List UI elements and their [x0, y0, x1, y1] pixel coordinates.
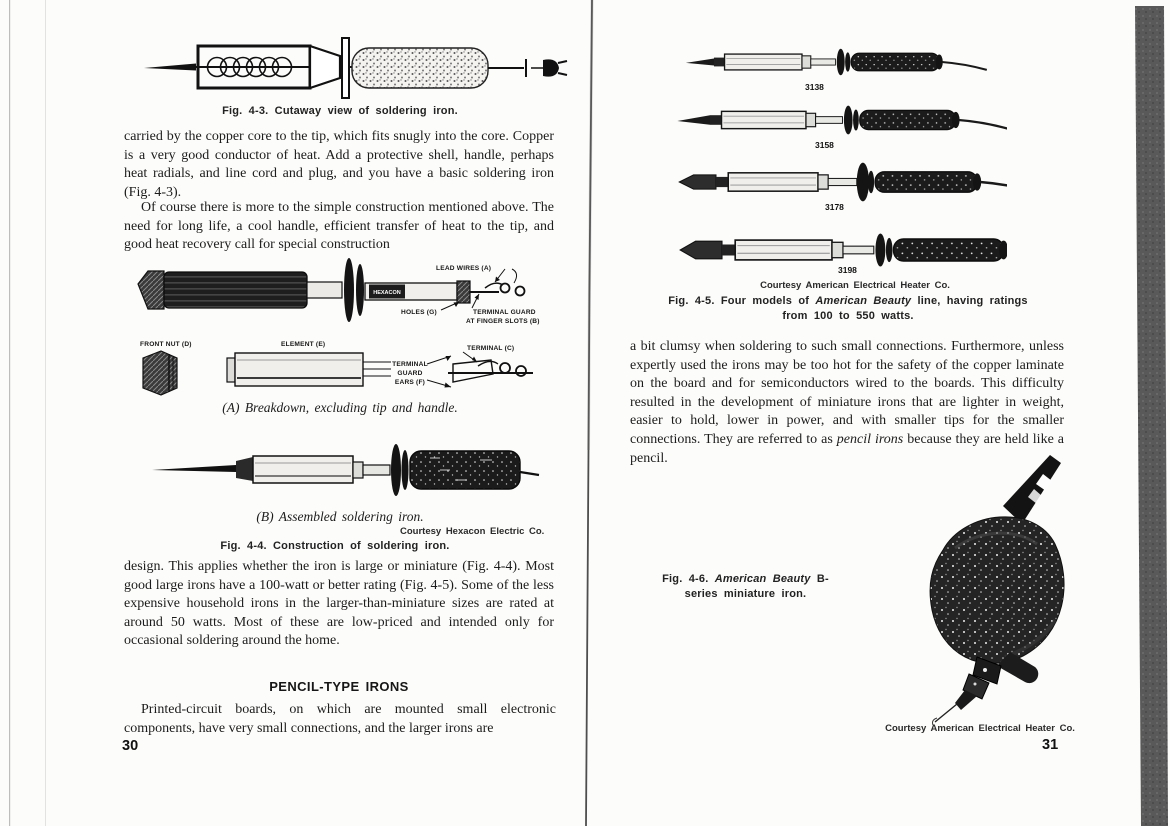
fig-4-6-caption	[648, 572, 843, 602]
fig-4-6-caption-italic: American Beauty	[714, 573, 811, 585]
fig-4-5-caption	[668, 294, 1028, 324]
fig-4-4b-assembled-illustration	[140, 432, 540, 510]
fig-4-5-caption-text: Fig. 4-5. Four models of	[668, 295, 816, 307]
iron-3198	[680, 234, 1007, 267]
model-number-3138: 3138	[805, 82, 824, 92]
page-edge-line-outer	[9, 0, 10, 826]
fig-4-6-caption-text: Fig. 4-6.	[662, 573, 715, 585]
fig-4-6-hand-illustration	[885, 452, 1110, 727]
paragraph-3: design. This applies whether the iron is large or miniature (Fig. 4-4). Most good large irons have a 100-watt or better rating (Fig. 4-5). Some of the less expensive household irons in the larger-than-miniature sizes are rated at around 50 watts. Most of these are low-priced and intended only for occasional soldering around the home.	[124, 559, 554, 649]
paragraph-right-1-text: a bit clumsy when soldering to such small connections. Furthermore, unless expertly used the irons may be too hot for the safety of the copper laminate on the board and for semiconductors wired to the boards. This difficulty resulted in the development of miniature irons that are lighter in weight, easier to hold, lower in power, and with smaller tips for the smaller connections. They are referred to as	[630, 339, 1064, 447]
model-number-3158: 3158	[815, 140, 834, 150]
fig-4-4a-breakdown-illustration	[133, 256, 558, 398]
label-guard-ears-line2: GUARD	[397, 370, 423, 377]
label-guard-ears-line1: TERMINAL	[392, 361, 428, 368]
fig-4-3-cutaway-illustration	[138, 30, 568, 106]
section-heading-pencil-type-irons: PENCIL-TYPE IRONS	[269, 679, 409, 694]
model-number-3178: 3178	[825, 202, 844, 212]
label-lead-wires: LEAD WIRES (A)	[436, 265, 492, 272]
paragraph-2: Of course there is more to the simple construction mentioned above. The need for long life, a cool handle, efficient transfer of heat to the tip, and good heat recovery call for special construction	[124, 200, 554, 253]
fig-4-4-courtesy: Courtesy Hexacon Electric Co.	[400, 526, 545, 537]
model-number-3198: 3198	[838, 265, 857, 275]
fig-4-5-irons-illustration	[672, 32, 1007, 277]
fig-4-3-caption: Fig. 4-3. Cutaway view of soldering iron.	[222, 105, 458, 117]
fig-4-4b-caption: (B) Assembled soldering iron.	[256, 509, 424, 524]
paragraph-right-1-text-2: because they are held like a pencil.	[630, 431, 1064, 466]
label-front-nut: FRONT NUT (D)	[140, 341, 192, 348]
fig-4-5-caption-text-2: line, having ratings from 100 to 550 watts.	[782, 295, 1028, 322]
fig-4-5-courtesy: Courtesy American Electrical Heater Co.	[760, 280, 950, 291]
fig-4-4-caption: Fig. 4-4. Construction of soldering iron.	[220, 540, 450, 552]
paragraph-right-1-italic: pencil irons	[836, 431, 904, 447]
book-edge-strip	[1135, 6, 1168, 826]
page-number-left: 30	[122, 738, 139, 754]
label-element: ELEMENT (E)	[281, 341, 326, 348]
fig-4-5-caption-italic: American Beauty	[815, 295, 912, 307]
hexacon-brand-label: HEXACON	[373, 290, 401, 296]
iron-3158	[677, 106, 1007, 135]
label-terminal-guard-line2: AT FINGER SLOTS (B)	[466, 318, 540, 325]
page-number-right: 31	[1042, 737, 1059, 753]
label-guard-ears-line3: EARS (F)	[394, 379, 426, 386]
iron-3138	[686, 49, 987, 75]
paragraph-1: carried by the copper core to the tip, which fits snugly into the core. Copper is a very good conductor of heat. Add a protective shell, handle, perhaps heat radials, and line cord and plug, and you have a basic soldering iron (Fig. 4-3).	[124, 129, 554, 200]
paragraph-right-1	[630, 338, 1064, 468]
label-terminal: TERMINAL (C)	[467, 345, 515, 352]
paragraph-4: Printed-circuit boards, on which are mounted small electronic components, have very small connections, and the larger irons are	[124, 702, 556, 736]
label-holes: HOLES (G)	[401, 309, 437, 316]
fig-4-4a-caption: (A) Breakdown, excluding tip and handle.	[222, 400, 458, 415]
page-edge-line-inner	[45, 0, 46, 826]
fig-4-6-courtesy: Courtesy American Electrical Heater Co.	[885, 723, 1075, 734]
iron-3178	[679, 163, 1007, 202]
label-terminal-guard-line1: TERMINAL GUARD	[473, 309, 536, 316]
fig-4-6-caption-text-2: B-series miniature iron.	[684, 573, 829, 600]
